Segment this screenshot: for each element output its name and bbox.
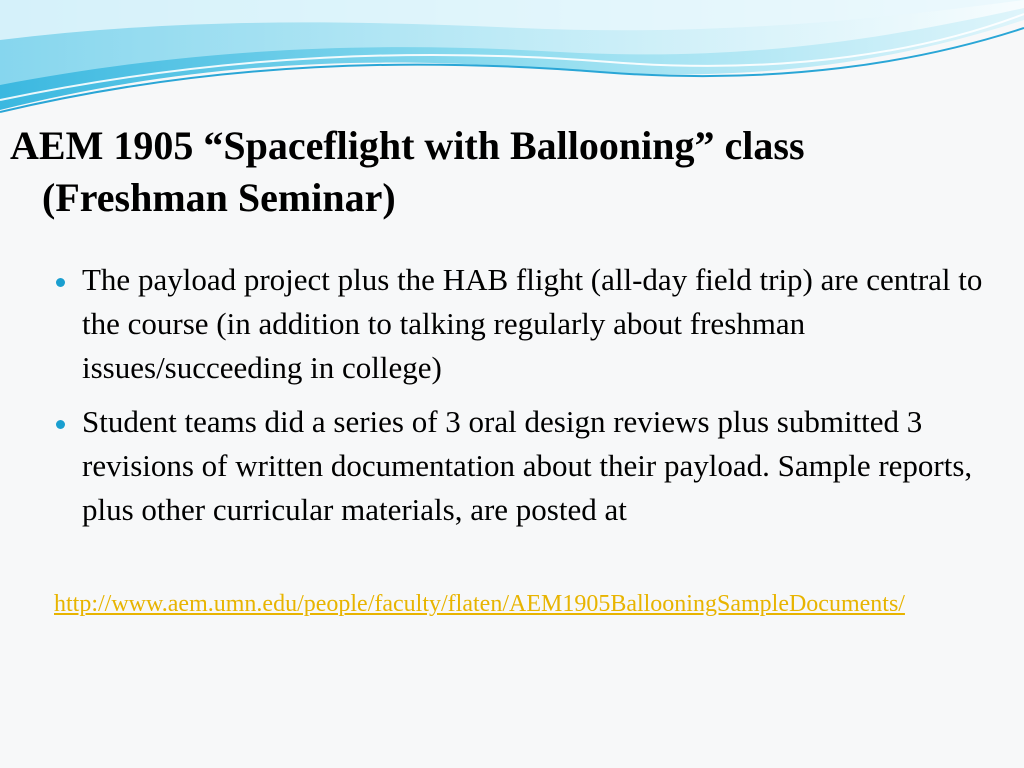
bullet-text-1: The payload project plus the HAB flight (all-day field trip) are central to the course (in addition to talking regularly about freshman issues/succeeding in college) xyxy=(82,262,983,385)
bullet-item-2 xyxy=(54,400,984,532)
wave-decoration xyxy=(0,0,1024,130)
bullet-text-2: Student teams did a series of 3 oral design reviews plus submitted 3 revisions of written documentation about their payload. Sample reports, plus other curricular materials, are posted at xyxy=(82,404,973,527)
bullet-dot-icon xyxy=(56,278,65,287)
title-line-2: (Freshman Seminar) xyxy=(42,175,396,220)
bullet-list xyxy=(54,258,984,542)
slide-title xyxy=(10,120,1000,224)
title-line-1: AEM 1905 “Spaceflight with Ballooning” class xyxy=(10,123,805,168)
sample-documents-link[interactable]: http://www.aem.umn.edu/people/faculty/flaten/AEM1905BallooningSampleDocuments/ xyxy=(54,591,905,617)
bullet-dot-icon xyxy=(56,420,65,429)
bullet-item-1 xyxy=(54,258,984,390)
